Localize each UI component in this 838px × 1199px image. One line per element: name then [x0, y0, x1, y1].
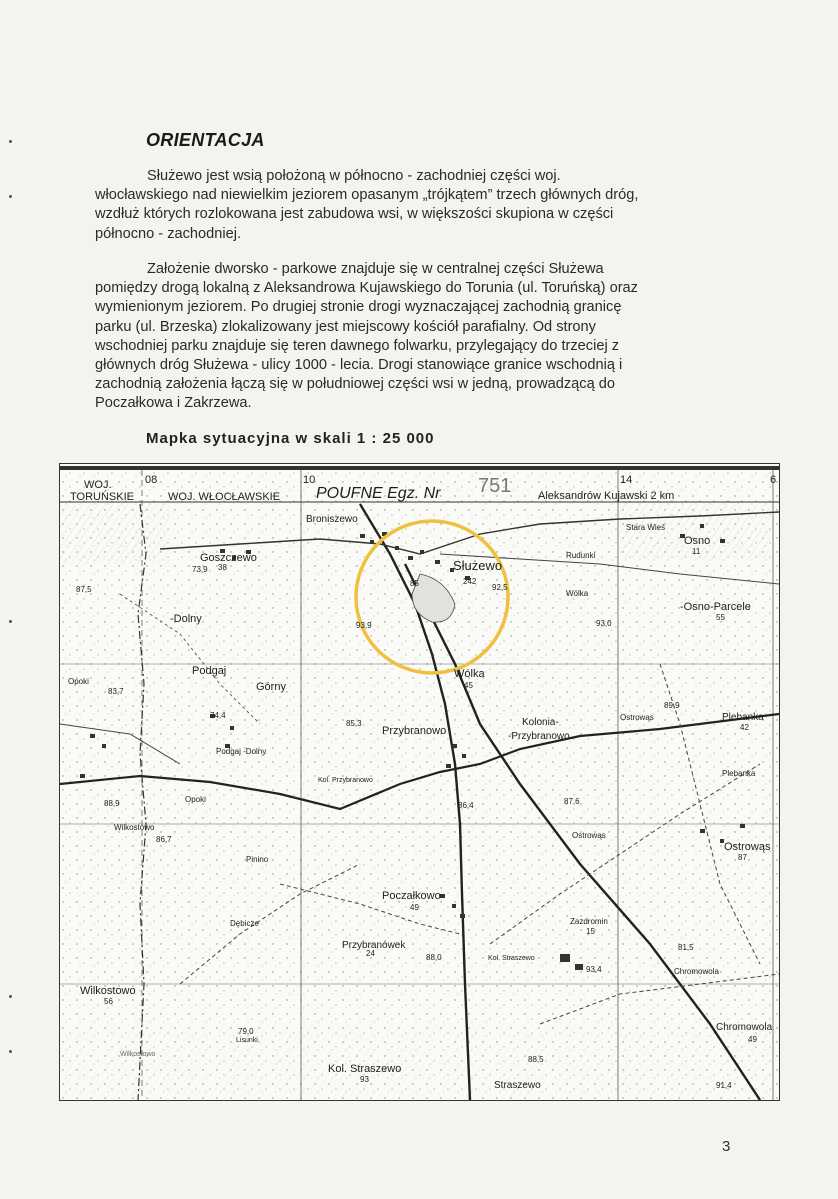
place-zazdromin: Zazdromin	[570, 917, 608, 926]
place-plebanka: Plebanka	[722, 712, 764, 723]
elevation: 55	[716, 613, 725, 622]
elevation: 38	[218, 563, 227, 572]
elevation: 73,9	[192, 565, 208, 574]
map-label-wloclawskie: WOJ. WŁOCŁAWSKIE	[168, 491, 281, 503]
map-stamp: POUFNE Egz. Nr	[316, 485, 441, 502]
map-drawing	[60, 464, 779, 1100]
elevation: 87,6	[564, 797, 580, 806]
place-pinino: Pinino	[246, 855, 269, 864]
place-dolny: -Dolny	[170, 613, 202, 625]
place-kol-straszewo: Kol. Straszewo	[328, 1063, 402, 1075]
place-ostrowas-small-2: Ostrowąs	[572, 831, 606, 840]
place-goszczewo: Goszczewo	[200, 552, 257, 564]
situational-map	[59, 463, 780, 1101]
elevation: 88,5	[528, 1055, 544, 1064]
paragraph-line: zachodnią założenia łączą się w południowej części wsi w jedną, prowadzącą do	[95, 376, 615, 393]
place-ostrowas: Ostrowąs	[724, 841, 771, 853]
scan-speck	[9, 1050, 12, 1053]
elevation: 11	[692, 547, 701, 556]
paragraph-park-location	[95, 260, 742, 414]
paragraph-line: wzdłuż których rozlokowana jest zabudowa wsi, w większości skupiona w części	[95, 206, 614, 223]
scan-speck	[9, 140, 12, 143]
place-kol-przybranowo: Kol. Przybranowo	[318, 777, 373, 784]
place-kolonia-2: -Przybranowo	[508, 731, 570, 742]
map-label-torunskie: TORUŃSKIE	[70, 491, 134, 503]
elevation: 93,4	[586, 965, 602, 974]
elevation: 15	[586, 927, 595, 936]
elevation: 86,4	[458, 801, 474, 810]
elevation: 79,0	[238, 1027, 254, 1036]
paragraph-orientation	[95, 167, 742, 244]
place-wilkostowo: Wilkostowo	[80, 985, 136, 997]
paragraph-line: wschodniej parku znajduje się teren dawnego folwarku, przylegający do trzeciej z	[95, 337, 620, 354]
elevation: 87	[738, 853, 747, 862]
elevation: 85,3	[346, 719, 362, 728]
elevation: 49	[410, 903, 419, 912]
paragraph-line: Poczałkowa i Zakrzewa.	[95, 395, 252, 412]
place-poczalkowo: Poczałkowo	[382, 890, 441, 902]
page-number: 3	[722, 1138, 731, 1155]
place-osno: Osno	[684, 535, 711, 547]
place-podgaj: Podgaj	[192, 665, 227, 677]
elevation: 91,4	[716, 1081, 732, 1090]
paragraph-line: włocławskiego nad niewielkim jeziorem opasanym „trójkątem” trzech głównych dróg,	[95, 187, 639, 204]
map-grid-label: 14	[620, 474, 633, 486]
elevation: 93	[360, 1075, 369, 1084]
elevation: 87,5	[76, 585, 92, 594]
place-rudunki: Rudunki	[566, 551, 596, 560]
paragraph-line: wymienionym jeziorem. Po drugiej stronie drogi wyznaczającej zachodnią granicę	[95, 299, 622, 316]
place-wolka: Wólka	[454, 668, 485, 680]
place-opoki-2: Opoki	[185, 795, 206, 804]
map-label-woj: WOJ.	[84, 479, 112, 491]
elevation: 88,9	[104, 799, 120, 808]
place-opoki: Opoki	[68, 677, 89, 686]
elevation: 45	[464, 681, 473, 690]
map-caption: Mapka sytuacyjna w skali 1 : 25 000	[146, 430, 435, 447]
elevation: 81,5	[678, 943, 694, 952]
elevation: 24	[366, 949, 375, 958]
elevation: 86,7	[156, 835, 172, 844]
elevation: 93,0	[596, 619, 612, 628]
map-direction-label: Aleksandrów Kujawski 2 km	[538, 490, 675, 502]
place-kol-straszewo-small: Kol. Straszewo	[488, 955, 535, 962]
map-grid-label: 08	[145, 474, 158, 486]
paragraph-line: pomiędzy drogą lokalną z Aleksandrowa Kujawskiego do Torunia (ul. Toruńską) oraz	[95, 280, 638, 297]
place-przybranowek: Przybranówek	[342, 940, 406, 951]
elevation: 242	[463, 577, 477, 586]
place-lisunki: Lisunki	[236, 1037, 258, 1044]
place-gorny: Górny	[256, 681, 286, 693]
map-stamp-number: 751	[478, 475, 512, 497]
map-grid-label: 10	[303, 474, 316, 486]
paragraph-line: północno - zachodniej.	[95, 225, 242, 242]
place-debicze: Dębicze	[230, 919, 259, 928]
elevation: 49	[748, 1035, 757, 1044]
scan-speck	[9, 195, 12, 198]
elevation: 88,0	[426, 953, 442, 962]
place-broniszewo: Broniszewo	[306, 514, 358, 525]
paragraph-line: głównych dróg Służewa - ulicy 1000 - lecia. Drogi stanowiące granice wschodnią i	[95, 357, 623, 374]
place-chromowola: Chromowola	[674, 967, 719, 976]
place-chromowola-2: Chromowola	[716, 1022, 773, 1033]
place-sluzewo: Służewo	[453, 558, 503, 573]
elevation: 85	[410, 579, 419, 588]
place-stara-wies: Stara Wieś	[626, 523, 666, 532]
elevation: 92,5	[492, 583, 508, 592]
place-kolonia: Kolonia-	[522, 717, 559, 728]
paragraph-line: Służewo jest wsią położoną w północno - zachodniej części woj.	[147, 168, 561, 184]
place-podgaj-dolny: Podgaj -Dolny	[216, 747, 267, 756]
place-osno-parcele: -Osno-Parcele	[680, 601, 751, 613]
paragraph-line: parku (ul. Brzeska) zlokalizowany jest miejscowy kościół parafialny. Od strony	[95, 318, 596, 335]
elevation: 42	[740, 723, 749, 732]
forest-area	[60, 504, 170, 564]
place-plebanka-2: Plebanka	[722, 769, 756, 778]
elevation: 83,7	[108, 687, 124, 696]
elevation: 93,9	[356, 621, 372, 630]
place-wolka-small: Wólka	[566, 589, 589, 598]
scan-speck	[9, 995, 12, 998]
section-heading: ORIENTACJA	[146, 130, 265, 150]
map-grid-label: 6	[770, 474, 777, 486]
scan-speck	[9, 620, 12, 623]
elevation: 56	[104, 997, 113, 1006]
field-area	[60, 1024, 779, 1100]
elevation: 74,4	[210, 711, 226, 720]
place-straszewo: Straszewo	[494, 1080, 541, 1091]
elevation: 89,9	[664, 701, 680, 710]
place-wilkostowo-small: Wilkostowo	[114, 823, 155, 832]
place-wilkostowo-field: Wilkostowo	[120, 1051, 156, 1058]
paragraph-line: Założenie dworsko - parkowe znajduje się w centralnej części Służewa	[147, 261, 604, 277]
place-przybranowo: Przybranowo	[382, 725, 447, 737]
place-ostrowas-small: Ostrowąs	[620, 713, 654, 722]
